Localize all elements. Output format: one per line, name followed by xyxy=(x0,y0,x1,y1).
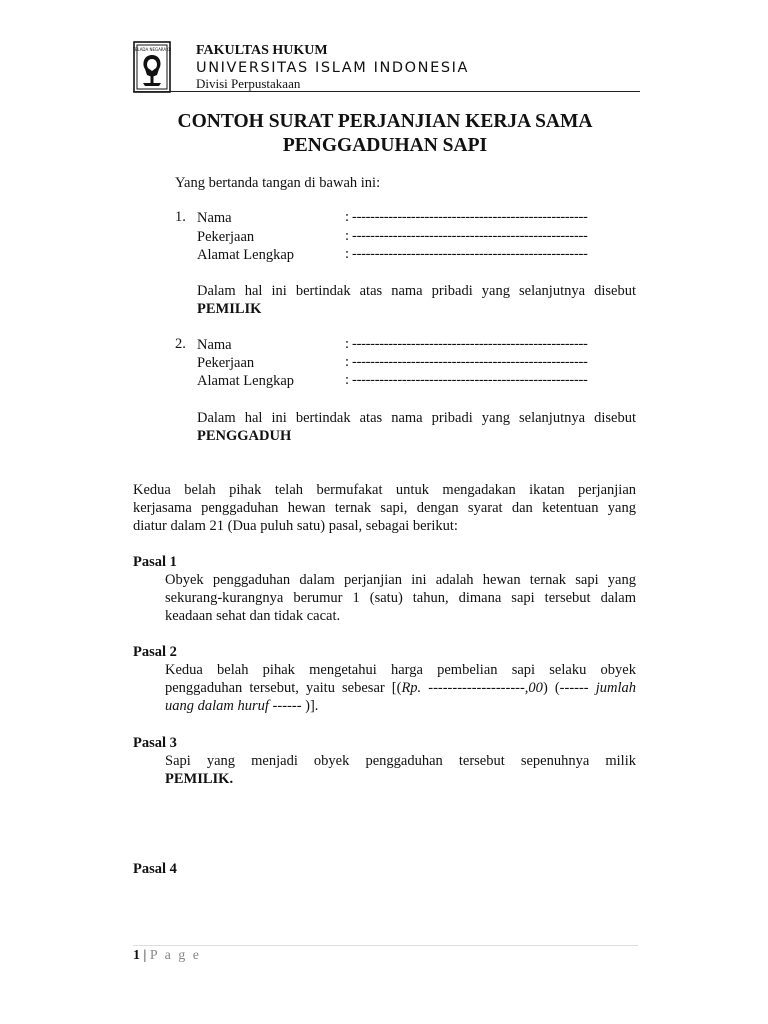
page-number: 1 xyxy=(133,948,140,963)
field-value-pekerjaan: : ---------------------------------------------------- xyxy=(345,228,588,244)
university-name: UNIVERSITAS ISLAM INDONESIA xyxy=(196,60,470,76)
field-value-alamat: : ---------------------------------------------------- xyxy=(345,246,588,262)
pasal-heading: Pasal 1 xyxy=(133,554,177,570)
pasal-heading: Pasal 4 xyxy=(133,861,177,877)
party-number: 2. xyxy=(175,336,186,352)
intro-text: Yang bertanda tangan di bawah ini: xyxy=(175,175,381,191)
party-statement: Dalam hal ini bertindak atas nama pribadi yang selanjutnya disebut xyxy=(197,410,636,426)
pasal-1-line-2: sekurang-kurangnya berumur 1 (satu) tahun, dimana sapi tersebut dalam xyxy=(165,590,636,606)
agreement-line-2: kerjasama penggaduhan hewan ternak sapi, dengan syarat dan ketentuan yang xyxy=(133,500,636,516)
field-label-nama: Nama xyxy=(197,210,232,226)
pasal-3-line-2: PEMILIK. xyxy=(165,771,234,787)
pasal-2-line-1: Kedua belah pihak mengetahui harga pembelian sapi selaku obyek xyxy=(165,662,636,678)
pasal-1-line-1: Obyek penggaduhan dalam perjanjian ini adalah hewan ternak sapi yang xyxy=(165,572,636,588)
faculty-name: FAKULTAS HUKUM xyxy=(196,43,328,58)
pasal-2-line-2: penggaduhan tersebut, yaitu sebesar [(Rp. --------------------,00) (------ jumlah xyxy=(165,680,636,696)
division-name: Divisi Perpustakaan xyxy=(196,76,301,91)
field-label-alamat: Alamat Lengkap xyxy=(197,373,295,389)
document-title-line-2: PENGGADUHAN SAPI xyxy=(282,135,488,156)
field-value-alamat: : ---------------------------------------------------- xyxy=(345,372,588,388)
pasal-3-line-1: Sapi yang menjadi obyek penggaduhan tersebut sepenuhnya milik xyxy=(165,753,636,769)
field-label-pekerjaan: Pekerjaan xyxy=(197,229,255,245)
field-value-pekerjaan: : ---------------------------------------------------- xyxy=(345,354,588,370)
field-label-nama: Nama xyxy=(197,337,232,353)
party-statement: Dalam hal ini bertindak atas nama pribadi yang selanjutnya disebut xyxy=(197,283,636,299)
pasal-2-line-3: uang dalam huruf ------ )]. xyxy=(165,698,319,714)
page-label: P a g e xyxy=(149,948,202,963)
agreement-line-3: diatur dalam 21 (Dua puluh satu) pasal, sebagai berikut: xyxy=(133,518,458,534)
party-number: 1. xyxy=(175,209,186,225)
agreement-line-1: Kedua belah pihak telah bermufakat untuk mengadakan ikatan perjanjian xyxy=(133,482,636,498)
logo-text: TELADA NEGARAKU xyxy=(133,47,171,52)
pasal-1-line-3: keadaan sehat dan tidak cacat. xyxy=(165,608,341,624)
pasal-heading: Pasal 2 xyxy=(133,644,177,660)
field-label-alamat: Alamat Lengkap xyxy=(197,247,295,263)
party-role: PEMILIK xyxy=(197,301,262,317)
field-label-pekerjaan: Pekerjaan xyxy=(197,355,255,371)
document-title-line-1: CONTOH SURAT PERJANJIAN KERJA SAMA xyxy=(177,111,593,132)
footer-divider xyxy=(133,945,638,946)
university-logo xyxy=(133,41,171,93)
header-divider xyxy=(133,91,640,92)
party-role: PENGGADUH xyxy=(197,428,292,444)
pasal-heading: Pasal 3 xyxy=(133,735,177,751)
page-footer: 1 | P a g e xyxy=(133,948,202,963)
field-value-nama: : ---------------------------------------------------- xyxy=(345,336,588,352)
field-value-nama: : ---------------------------------------------------- xyxy=(345,209,588,225)
